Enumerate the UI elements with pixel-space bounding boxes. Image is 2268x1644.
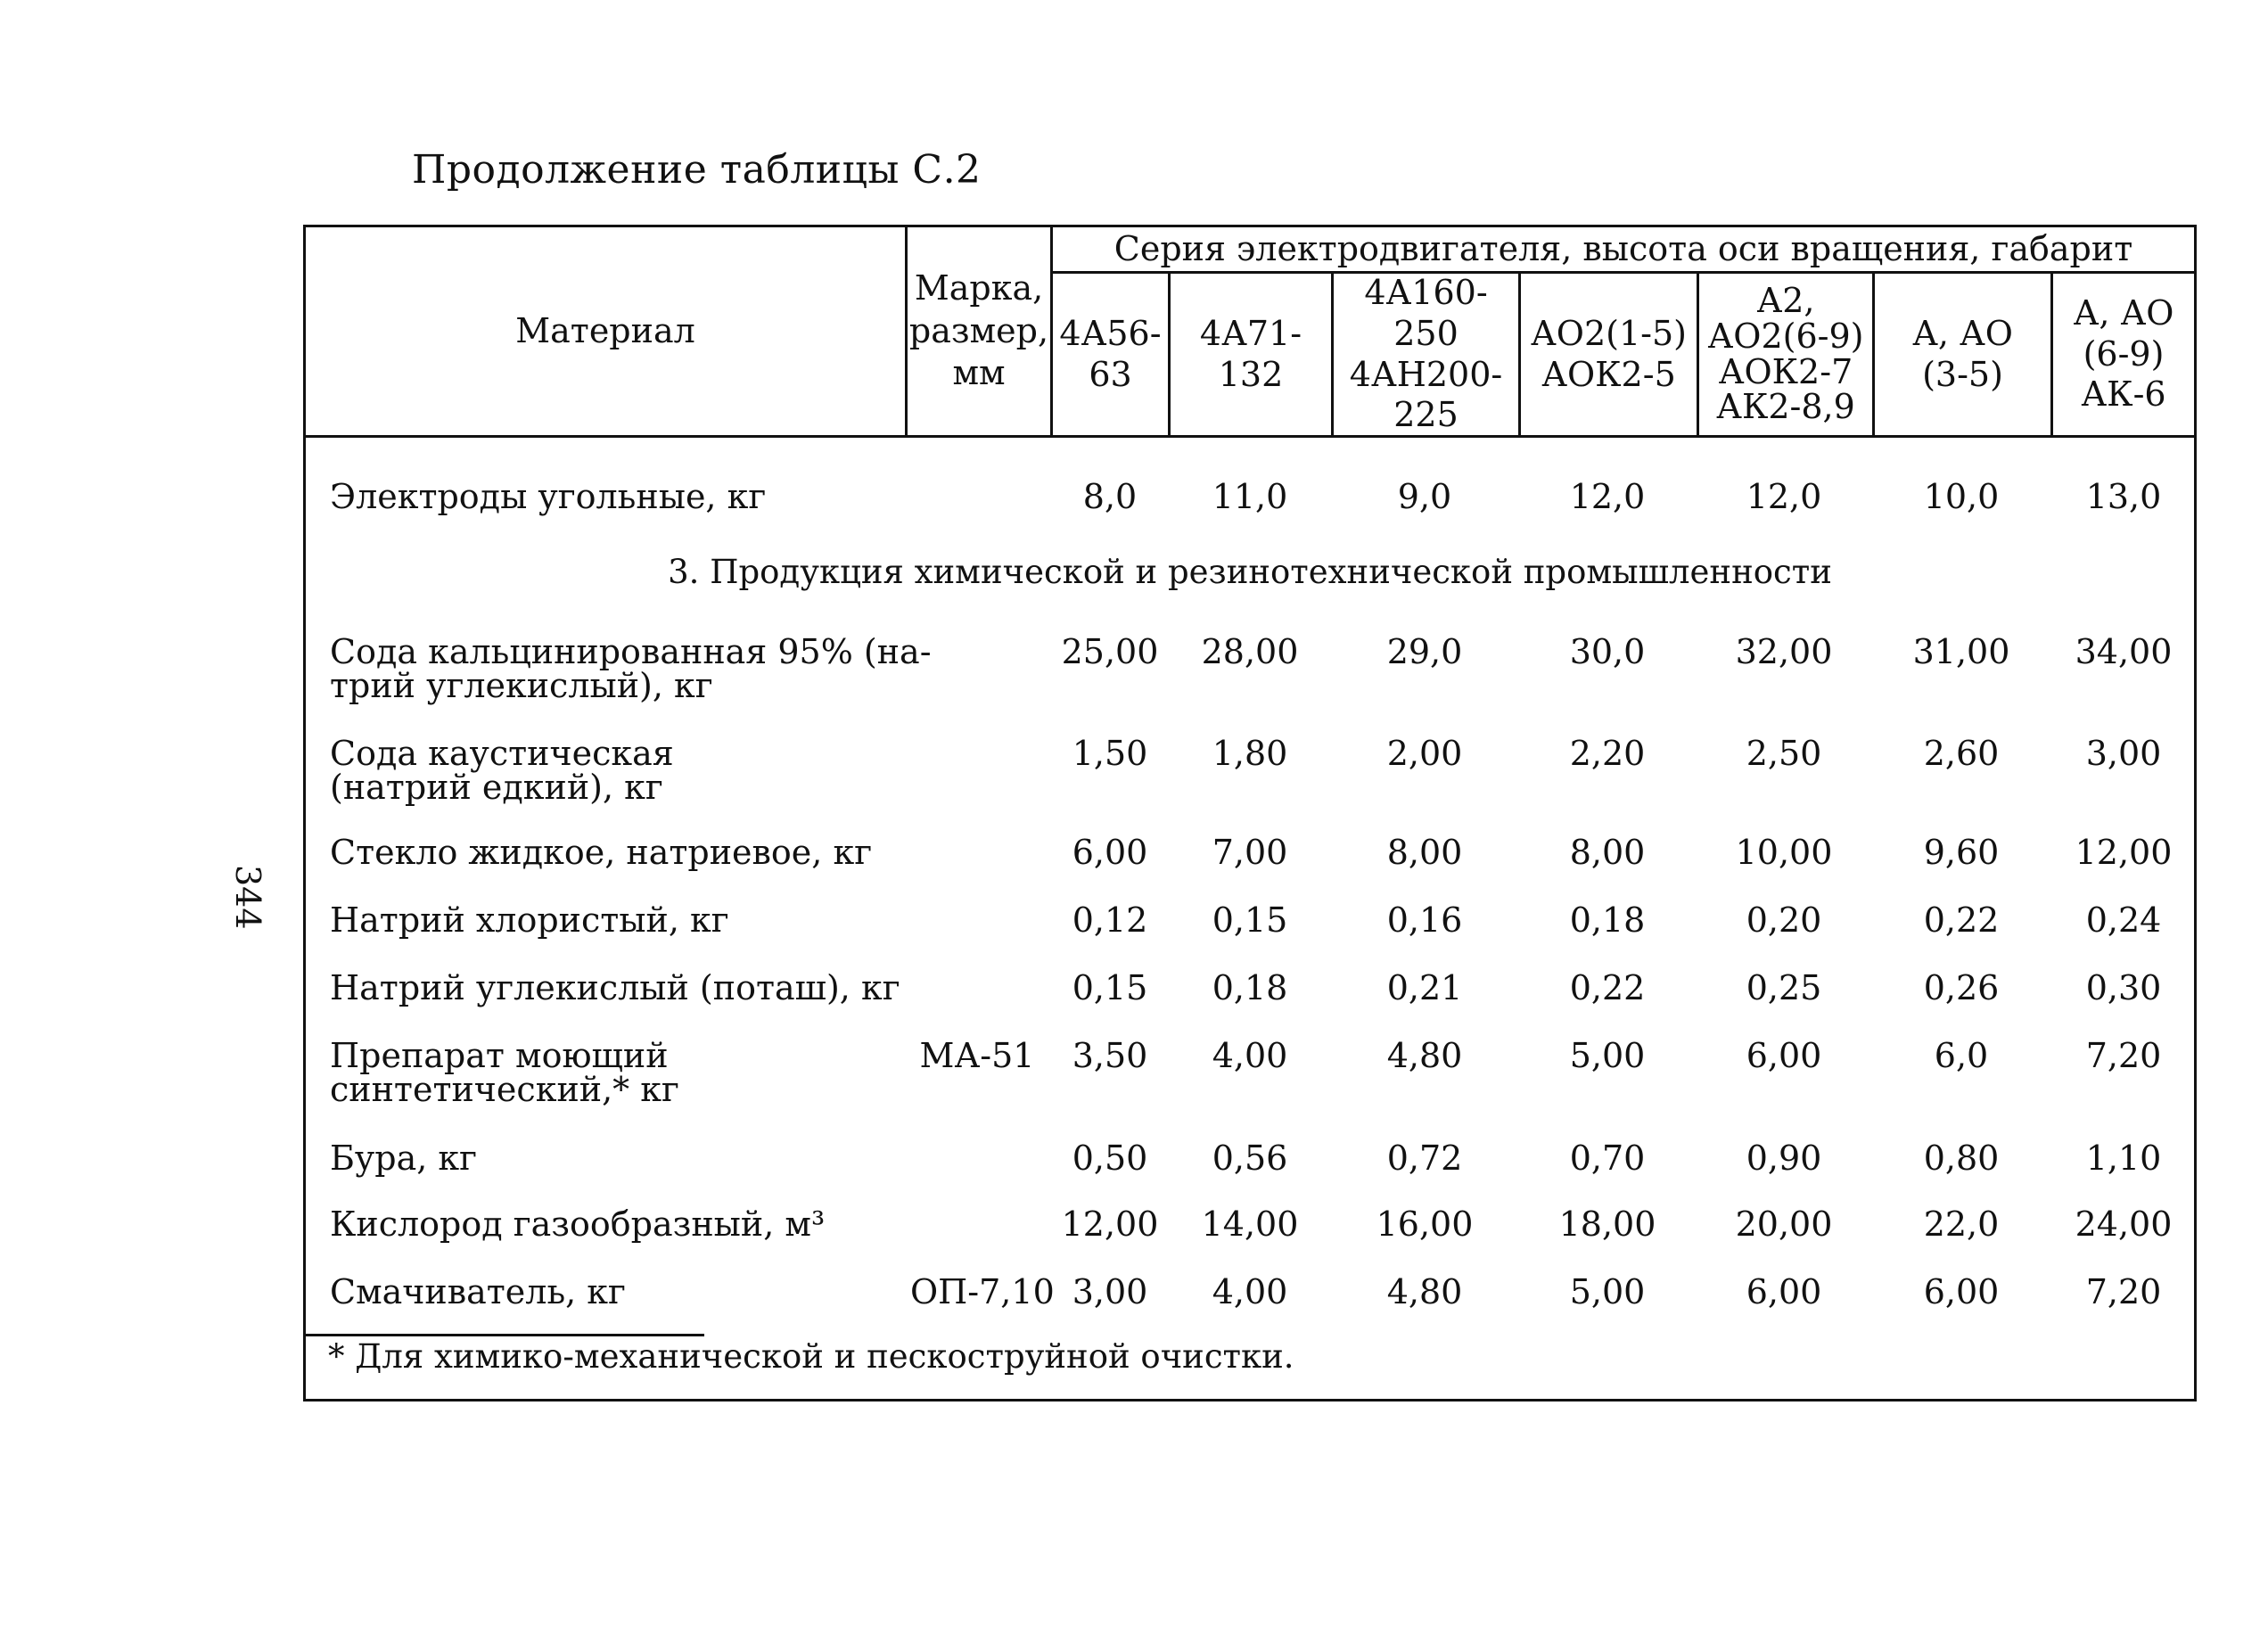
- row-material: Препарат моющий синтетический,* кг: [330, 1036, 679, 1109]
- row-value: 0,22: [1923, 900, 2000, 940]
- row-value: 0,90: [1746, 1138, 1822, 1178]
- row-value: 9,0: [1397, 477, 1452, 516]
- row-value: 5,00: [1569, 1272, 1646, 1311]
- row-value: 1,50: [1072, 734, 1148, 773]
- row-material: Натрий хлористый, кг: [330, 900, 729, 940]
- row-value: 1,10: [2085, 1138, 2162, 1178]
- row-value: 10,0: [1923, 477, 2000, 516]
- row-value: 28,00: [1201, 632, 1299, 671]
- table-caption: Продолжение таблицы С.2: [412, 147, 982, 193]
- row-value: 18,00: [1558, 1204, 1656, 1244]
- row-value: 0,15: [1212, 900, 1288, 940]
- row-value: 0,18: [1569, 900, 1646, 940]
- row-value: 6,00: [1072, 833, 1148, 872]
- row-value: 30,0: [1569, 632, 1646, 671]
- row-value: 9,60: [1923, 833, 2000, 872]
- row-value: 31,00: [1912, 632, 2010, 671]
- row-value: 25,00: [1061, 632, 1159, 671]
- row-value: 4,00: [1212, 1272, 1288, 1311]
- row-value: 0,21: [1386, 968, 1463, 1007]
- row-value: 10,00: [1735, 833, 1833, 872]
- header-col-1: 4А56- 63: [1059, 313, 1162, 394]
- row-value: 0,12: [1072, 900, 1148, 940]
- row-brand: МА-51: [919, 1036, 1035, 1075]
- row-value: 0,24: [2085, 900, 2162, 940]
- footnote: * Для химико-механической и пескоструйной очистки.: [328, 1337, 1294, 1376]
- footnote-rule: [303, 1334, 704, 1336]
- header-bottom-rule: [303, 435, 2197, 438]
- row-value: 12,0: [1746, 477, 1822, 516]
- row-material: Бура, кг: [330, 1138, 478, 1178]
- section-title: 3. Продукция химической и резинотехнической промышленности: [668, 553, 1832, 591]
- header-col-4: АО2(1-5) АОК2-5: [1531, 313, 1687, 394]
- row-value: 16,00: [1376, 1204, 1474, 1244]
- row-value: 0,56: [1212, 1138, 1288, 1178]
- row-value: 12,00: [1061, 1204, 1159, 1244]
- row-material: Смачиватель, кг: [330, 1272, 626, 1311]
- row-value: 0,15: [1072, 968, 1148, 1007]
- row-material: Электроды угольные, кг: [330, 477, 767, 516]
- row-value: 12,00: [2075, 833, 2173, 872]
- row-value: 7,00: [1212, 833, 1288, 872]
- row-value: 0,72: [1386, 1138, 1463, 1178]
- row-material: Кислород газообразный, м³: [330, 1204, 826, 1244]
- row-brand: ОП-7,10: [910, 1272, 1055, 1311]
- row-value: 4,80: [1386, 1272, 1463, 1311]
- row-value: 20,00: [1735, 1204, 1833, 1244]
- row-value: 29,0: [1386, 632, 1463, 671]
- row-value: 5,00: [1569, 1036, 1646, 1075]
- row-value: 12,0: [1569, 477, 1646, 516]
- row-value: 0,80: [1923, 1138, 2000, 1178]
- header-series-title: Серия электродвигателя, высота оси вращения, габарит: [1113, 228, 2133, 268]
- row-value: 4,80: [1386, 1036, 1463, 1075]
- header-col-5: А2, АО2(6-9) АОК2-7 АК2-8,9: [1707, 280, 1864, 427]
- row-value: 0,18: [1212, 968, 1288, 1007]
- row-value: 8,00: [1386, 833, 1463, 872]
- row-value: 6,0: [1934, 1036, 1989, 1075]
- row-value: 32,00: [1735, 632, 1833, 671]
- row-value: 2,20: [1569, 734, 1646, 773]
- row-value: 14,00: [1201, 1204, 1299, 1244]
- page-number: 344: [228, 865, 267, 930]
- header-col-2: 4А71- 132: [1199, 313, 1302, 394]
- header-col-3: 4А160-250 4АН200- 225: [1349, 273, 1503, 435]
- row-value: 7,20: [2085, 1272, 2162, 1311]
- header-material: Материал: [515, 310, 695, 350]
- row-value: 24,00: [2075, 1204, 2173, 1244]
- row-value: 2,60: [1923, 734, 2000, 773]
- row-material: Сода каустическая (натрий едкий), кг: [330, 734, 674, 807]
- row-value: 0,25: [1746, 968, 1822, 1007]
- row-value: 34,00: [2075, 632, 2173, 671]
- header-col-7: А, АО (6-9) АК-6: [2073, 293, 2174, 415]
- row-value: 22,0: [1923, 1204, 2000, 1244]
- row-value: 0,30: [2085, 968, 2162, 1007]
- row-value: 2,00: [1386, 734, 1463, 773]
- row-value: 0,50: [1072, 1138, 1148, 1178]
- row-value: 6,00: [1923, 1272, 2000, 1311]
- row-value: 0,20: [1746, 900, 1822, 940]
- row-material: Сода кальцинированная 95% (на- трий углекислый), кг: [330, 632, 932, 705]
- row-value: 6,00: [1746, 1272, 1822, 1311]
- row-value: 2,50: [1746, 734, 1822, 773]
- row-value: 8,00: [1569, 833, 1646, 872]
- row-material: Натрий углекислый (поташ), кг: [330, 968, 900, 1007]
- row-value: 3,00: [2085, 734, 2162, 773]
- row-value: 11,0: [1212, 477, 1288, 516]
- row-material: Стекло жидкое, натриевое, кг: [330, 833, 873, 872]
- row-value: 6,00: [1746, 1036, 1822, 1075]
- row-value: 7,20: [2085, 1036, 2162, 1075]
- row-value: 1,80: [1212, 734, 1288, 773]
- row-value: 0,16: [1386, 900, 1463, 940]
- row-value: 8,0: [1082, 477, 1138, 516]
- row-value: 3,00: [1072, 1272, 1148, 1311]
- row-value: 4,00: [1212, 1036, 1288, 1075]
- row-value: 0,70: [1569, 1138, 1646, 1178]
- row-value: 0,26: [1923, 968, 2000, 1007]
- header-col-6: А, АО (3-5): [1912, 313, 2013, 394]
- row-value: 3,50: [1072, 1036, 1148, 1075]
- row-value: 0,22: [1569, 968, 1646, 1007]
- header-brand: Марка, размер, мм: [908, 268, 1049, 393]
- row-value: 13,0: [2085, 477, 2162, 516]
